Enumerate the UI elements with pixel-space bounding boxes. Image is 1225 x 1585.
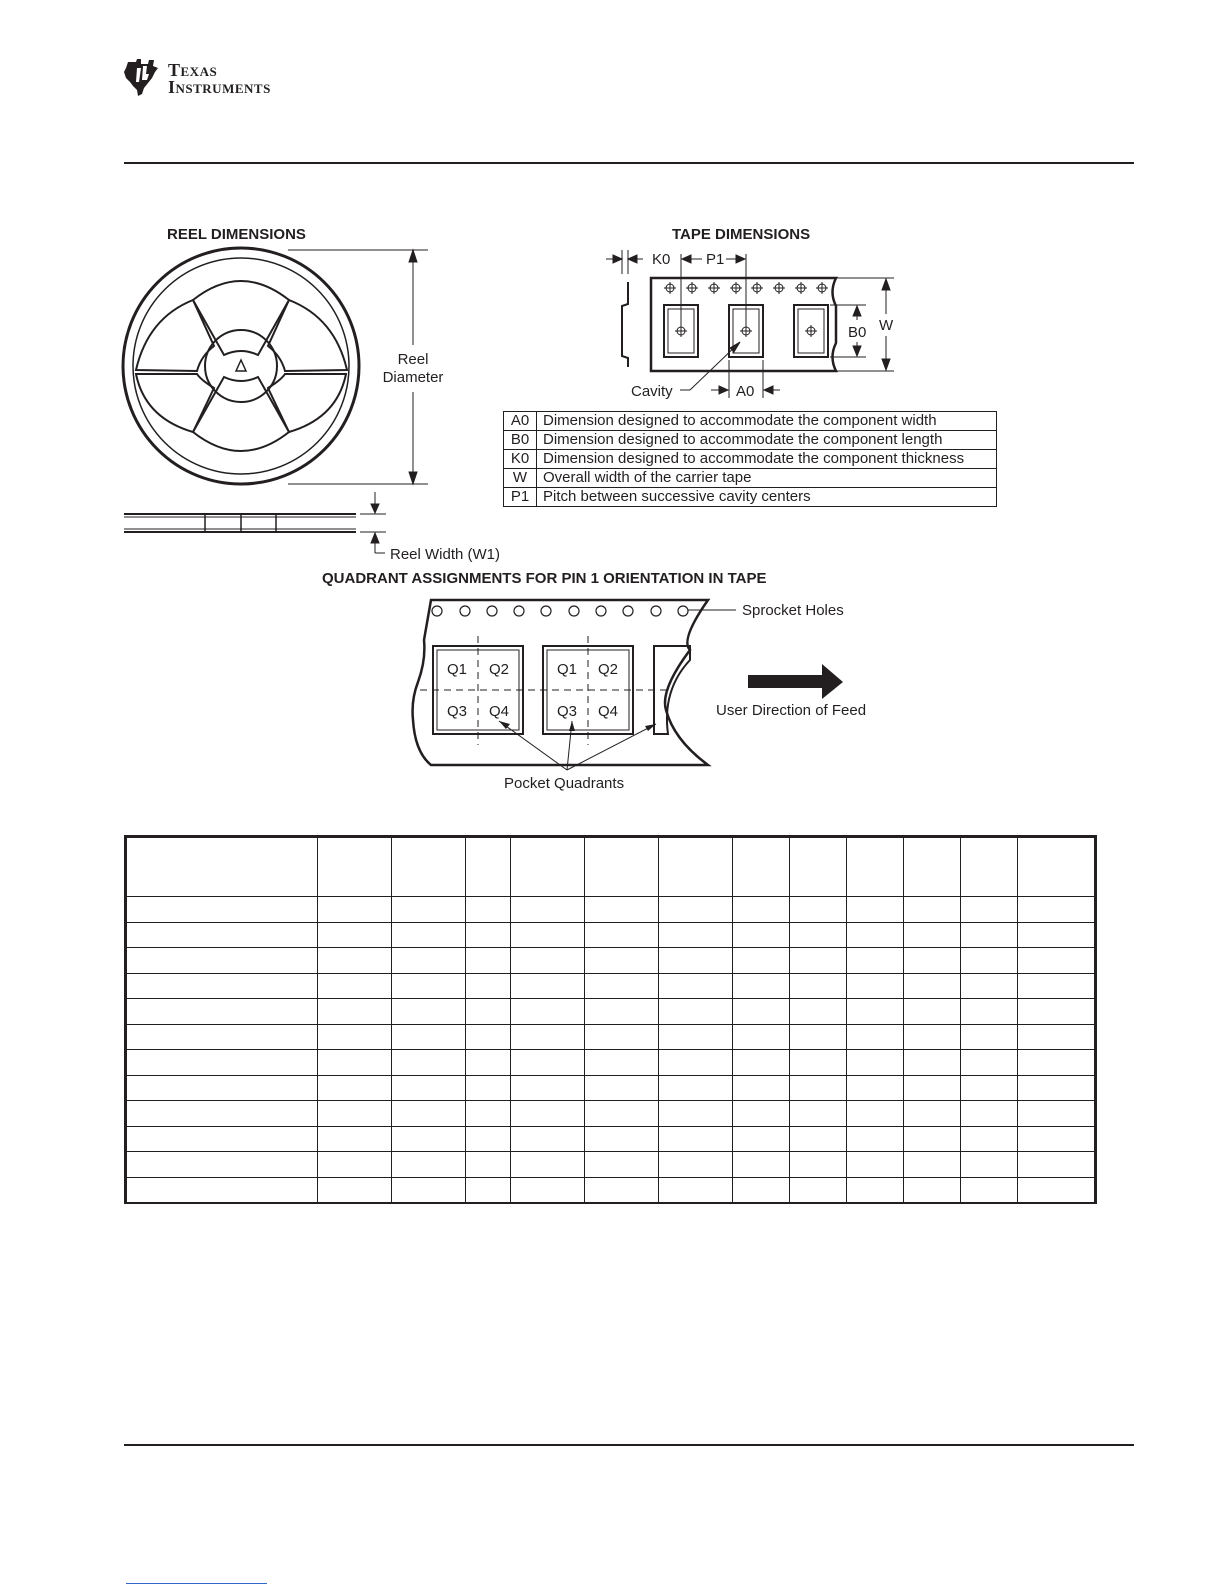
table-cell [1018,837,1096,897]
table-cell [392,948,466,974]
table-row [126,1126,1096,1152]
table-cell [659,837,733,897]
table-cell [466,948,511,974]
table-cell [961,1177,1018,1203]
tape-p1-label: P1 [706,251,725,268]
table-cell [1018,1126,1096,1152]
tape-b0-label: B0 [848,324,867,341]
table-cell [904,1024,961,1050]
tape-drawing [622,278,836,371]
table-cell [733,1152,790,1178]
logo-line-1: Texas [168,60,218,80]
table-cell [904,1126,961,1152]
table-cell [126,922,318,948]
legend-row [504,469,997,488]
footer-link-underline[interactable] [126,1583,267,1584]
table-cell [318,1050,392,1076]
table-cell [1018,1177,1096,1203]
table-cell [318,922,392,948]
table-cell [126,1177,318,1203]
table-cell [585,999,659,1025]
table-cell [847,897,904,923]
table-cell [847,999,904,1025]
table-cell [466,973,511,999]
table-cell [318,948,392,974]
table-cell [126,897,318,923]
footer-rule [124,1444,1134,1446]
quadrant-q2-a: Q2 [489,661,510,678]
table-cell [847,1024,904,1050]
table-cell [511,1101,585,1127]
quadrant-tape-drawing [413,600,843,770]
table-cell [585,922,659,948]
table-header-row [126,837,1096,897]
legend-row [504,431,997,450]
table-cell [733,1126,790,1152]
table-cell [961,1050,1018,1076]
reel-diameter-label-1: Reel [397,351,429,368]
table-cell [961,1101,1018,1127]
table-cell [126,1126,318,1152]
feed-direction-label: User Direction of Feed [716,702,867,719]
legend-code: P1 [504,488,537,507]
table-cell [733,1024,790,1050]
table-cell [1018,922,1096,948]
table-cell [904,897,961,923]
table-cell [318,897,392,923]
table-cell [790,897,847,923]
table-cell [585,1152,659,1178]
table-cell [847,1101,904,1127]
table-cell [659,922,733,948]
table-cell [585,1075,659,1101]
table-cell [904,1050,961,1076]
table-row [126,922,1096,948]
table-cell [790,1152,847,1178]
table-cell [585,1177,659,1203]
reel-title: REEL DIMENSIONS [167,226,306,243]
table-cell [1018,1152,1096,1178]
tape-reel-info-table [124,835,1097,1204]
table-cell [790,922,847,948]
legend-text: Dimension designed to accommodate the component length [537,431,997,450]
table-cell [466,1177,511,1203]
table-cell [904,1101,961,1127]
table-cell [511,1177,585,1203]
table-cell [511,837,585,897]
quadrant-q3-b: Q3 [557,703,578,720]
table-cell [392,837,466,897]
table-cell [466,922,511,948]
table-cell [961,922,1018,948]
pocket-quadrants-label: Pocket Quadrants [504,775,625,792]
table-cell [126,1152,318,1178]
table-cell [790,1101,847,1127]
table-cell [392,1075,466,1101]
table-cell [392,1177,466,1203]
table-cell [585,1024,659,1050]
table-cell [733,948,790,974]
table-cell [790,837,847,897]
table-cell [126,1075,318,1101]
table-cell [1018,1050,1096,1076]
table-cell [847,922,904,948]
table-cell [790,973,847,999]
table-cell [318,1024,392,1050]
table-cell [904,1152,961,1178]
table-cell [126,1050,318,1076]
table-cell [392,1152,466,1178]
quadrant-q4-a: Q4 [489,703,510,720]
tape-a0-label: A0 [736,383,755,400]
table-cell [659,1152,733,1178]
table-cell [466,1101,511,1127]
table-cell [659,1101,733,1127]
table-cell [318,1075,392,1101]
table-cell [961,1126,1018,1152]
table-cell [126,837,318,897]
table-cell [659,948,733,974]
table-cell [659,1024,733,1050]
table-cell [847,1126,904,1152]
table-cell [585,948,659,974]
table-cell [733,922,790,948]
table-cell [961,1152,1018,1178]
table-cell [585,1126,659,1152]
table-cell [511,1024,585,1050]
table-cell [961,948,1018,974]
table-cell [466,897,511,923]
table-cell [847,948,904,974]
table-row [126,1075,1096,1101]
table-cell [733,1075,790,1101]
table-cell [659,999,733,1025]
table-cell [318,1126,392,1152]
table-cell [659,1050,733,1076]
table-cell [466,837,511,897]
quadrant-q2-b: Q2 [598,661,619,678]
table-cell [659,1177,733,1203]
table-cell [318,1152,392,1178]
table-cell [904,999,961,1025]
reel-width-label: Reel Width (W1) [390,546,501,563]
table-cell [511,1050,585,1076]
table-row [126,999,1096,1025]
table-cell [511,897,585,923]
table-row [126,1101,1096,1127]
table-cell [585,973,659,999]
table-cell [847,1152,904,1178]
table-cell [961,897,1018,923]
table-cell [466,1152,511,1178]
table-cell [847,973,904,999]
table-cell [961,999,1018,1025]
table-cell [511,1126,585,1152]
table-cell [904,1177,961,1203]
table-cell [511,999,585,1025]
legend-code: B0 [504,431,537,450]
legend-row [504,412,997,431]
table-cell [126,948,318,974]
table-row [126,948,1096,974]
table-cell [790,1024,847,1050]
tape-w-label: W [879,317,894,334]
tape-legend-table [503,411,997,507]
table-cell [392,1126,466,1152]
table-cell [392,1024,466,1050]
table-cell [511,948,585,974]
quadrant-q3-a: Q3 [447,703,468,720]
table-cell [318,1101,392,1127]
table-cell [733,837,790,897]
table-cell [790,1050,847,1076]
table-cell [904,1075,961,1101]
table-cell [904,973,961,999]
table-cell [1018,999,1096,1025]
table-cell [392,922,466,948]
table-cell [466,1024,511,1050]
table-cell [511,922,585,948]
table-cell [585,897,659,923]
sprocket-holes-label: Sprocket Holes [742,602,844,619]
table-cell [733,1177,790,1203]
table-row [126,1024,1096,1050]
table-cell [790,999,847,1025]
table-cell [126,1024,318,1050]
table-cell [126,973,318,999]
table-cell [318,1177,392,1203]
legend-row [504,450,997,469]
legend-code: A0 [504,412,537,431]
table-cell [659,897,733,923]
tape-title: TAPE DIMENSIONS [672,226,811,243]
table-cell [847,1177,904,1203]
table-cell [392,999,466,1025]
table-cell [790,948,847,974]
table-cell [1018,897,1096,923]
table-row [126,973,1096,999]
table-cell [466,1126,511,1152]
table-cell [126,999,318,1025]
table-cell [318,973,392,999]
legend-text: Dimension designed to accommodate the component width [537,412,997,431]
table-cell [659,1126,733,1152]
logo-line-2: Instruments [168,77,271,97]
table-cell [961,837,1018,897]
table-cell [961,1024,1018,1050]
legend-text: Pitch between successive cavity centers [537,488,997,507]
table-cell [318,999,392,1025]
table-cell [585,1101,659,1127]
quadrant-q4-b: Q4 [598,703,619,720]
reel-diameter-label-2: Diameter [382,369,444,386]
table-cell [904,837,961,897]
reel-width-dimension [360,492,386,553]
table-cell [733,897,790,923]
table-cell [904,922,961,948]
table-row [126,1050,1096,1076]
table-cell [790,1177,847,1203]
quadrant-q1-b: Q1 [557,661,578,678]
table-cell [790,1075,847,1101]
legend-code: K0 [504,450,537,469]
table-cell [1018,948,1096,974]
table-cell [511,1075,585,1101]
table-cell [659,973,733,999]
table-cell [733,1101,790,1127]
table-cell [126,1101,318,1127]
table-cell [1018,973,1096,999]
table-cell [392,1050,466,1076]
table-row [126,1152,1096,1178]
table-cell [961,973,1018,999]
table-cell [659,1075,733,1101]
table-cell [392,897,466,923]
tape-cavity-label: Cavity [631,383,673,400]
tape-k0-label: K0 [652,251,671,268]
legend-text: Dimension designed to accommodate the component thickness [537,450,997,469]
table-cell [1018,1075,1096,1101]
table-cell [1018,1101,1096,1127]
table-cell [511,973,585,999]
table-cell [790,1126,847,1152]
table-cell [585,837,659,897]
table-cell [466,1050,511,1076]
quadrant-q1-a: Q1 [447,661,468,678]
table-cell [847,1050,904,1076]
table-cell [585,1050,659,1076]
table-cell [392,973,466,999]
reel-drawing [123,248,359,532]
quadrant-title: QUADRANT ASSIGNMENTS FOR PIN 1 ORIENTATION IN TAPE [322,570,767,587]
table-cell [392,1101,466,1127]
table-row [126,897,1096,923]
table-row [126,1177,1096,1203]
table-cell [318,837,392,897]
table-cell [466,1075,511,1101]
legend-row [504,488,997,507]
legend-code: W [504,469,537,488]
table-cell [904,948,961,974]
table-cell [733,973,790,999]
legend-text: Overall width of the carrier tape [537,469,997,488]
table-cell [847,1075,904,1101]
table-cell [1018,1024,1096,1050]
table-cell [511,1152,585,1178]
table-cell [847,837,904,897]
table-cell [733,999,790,1025]
table-cell [733,1050,790,1076]
table-cell [466,999,511,1025]
table-cell [961,1075,1018,1101]
